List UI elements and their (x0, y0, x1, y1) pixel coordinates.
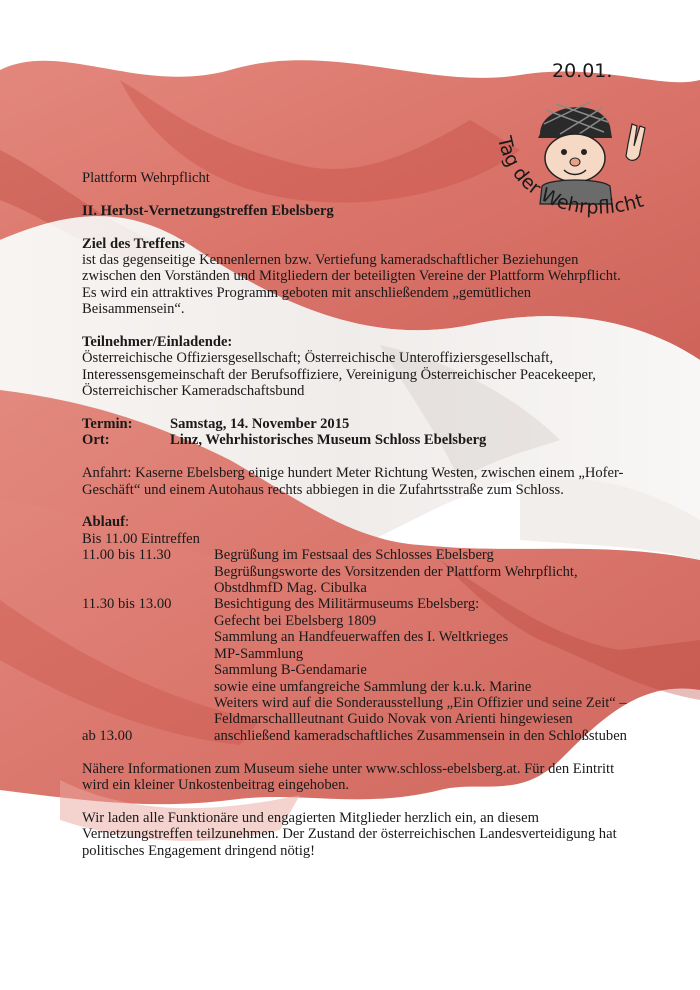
schedule-list (82, 547, 642, 744)
schedule-text: Sammlung an Handfeuerwaffen des I. Weltkrieges (214, 629, 509, 646)
ort-row (82, 432, 642, 448)
schedule-row (82, 547, 642, 563)
ablauf-colon: : (124, 514, 130, 531)
ablauf-heading-text: Ablauf (82, 514, 125, 531)
goal-line: zwischen den Vorständen und Mitgliedern der beteiligten Vereine der Plattform Wehrpflicht. (82, 268, 621, 285)
participants-heading: Teilnehmer/Einladende: (82, 334, 233, 351)
goal-line: ist das gegenseitige Kennenlernen bzw. Vertiefung kameradschaftlicher Beziehungen (82, 252, 579, 268)
logo-date: 20.01. (552, 60, 613, 82)
participants-line: Interessensgemeinschaft der Berufsoffiziere, Vereinigung Österreichischer Peacekeeper, (82, 366, 596, 383)
anfahrt-line: Anfahrt: Kaserne Ebelsberg einige hundert Meter Richtung Westen, zwischen einem „Hofer- (82, 465, 624, 482)
schedule-row (82, 662, 642, 678)
schedule-text: Gefecht bei Ebelsberg 1809 (214, 612, 377, 629)
invite-line: Wir laden alle Funktionäre und engagierten Mitglieder herzlich ein, an diesem (82, 809, 539, 826)
schedule-text: ObstdhmfD Mag. Cibulka (214, 580, 367, 597)
schedule-text: MP-Sammlung (214, 645, 304, 662)
schedule-text: anschließend kameradschaftliches Zusammensein in den Schloßstuben (214, 727, 627, 744)
schedule-text: Begrüßungsworte des Vorsitzenden der Plattform Wehrpflicht, (214, 563, 578, 580)
schedule-time (82, 711, 214, 727)
schedule-time (82, 646, 214, 662)
schedule-time: ab 13.00 (82, 727, 133, 744)
schedule-text: Feldmarschallleutnant Guido Novak von Arienti hingewiesen (214, 711, 573, 728)
schedule-row (82, 580, 642, 596)
schedule-time (82, 613, 214, 629)
schedule-row (82, 711, 642, 727)
schedule-text: Weiters wird auf die Sonderausstellung „Ein Offizier und seine Zeit“ – (214, 694, 627, 711)
termin-label: Termin: (82, 416, 133, 433)
goal-line: Beisammensein“. (82, 301, 185, 318)
info-line: Nähere Informationen zum Museum siehe unter www.schloss-ebelsberg.at. Für den Eintritt (82, 760, 615, 777)
organizer: Plattform Wehrpflicht (82, 170, 210, 186)
ort-label: Ort: (82, 432, 110, 449)
schedule-row (82, 596, 642, 612)
schedule-time (82, 629, 214, 645)
invite-line: politisches Engagement dringend nötig! (82, 842, 316, 859)
schedule-row (82, 564, 642, 580)
schedule-time (82, 679, 214, 695)
invite-line: Vernetzungstreffen teilzunehmen. Der Zustand der österreichischen Landesverteidigung hat (82, 826, 617, 843)
schedule-row (82, 679, 642, 695)
goal-line: Es wird ein attraktives Programm geboten mit anschließendem „gemütlichen (82, 284, 532, 301)
schedule-text: Sammlung B-Gendamarie (214, 662, 367, 679)
ort-value: Linz, Wehrhistorisches Museum Schloss Ebelsberg (170, 432, 487, 449)
schedule-row (82, 613, 642, 629)
ablauf-start: Bis 11.00 Eintreffen (82, 530, 200, 547)
ablauf-heading (82, 514, 642, 530)
schedule-time: 11.30 bis 13.00 (82, 596, 172, 613)
info-line: wird ein kleiner Unkostenbeitrag eingehoben. (82, 776, 350, 793)
schedule-time (82, 695, 214, 711)
schedule-row (82, 646, 642, 662)
anfahrt-line: Geschäft“ und einem Autohaus rechts abbiegen in die Zufahrtsstraße zum Schloss. (82, 481, 564, 498)
schedule-time (82, 662, 214, 678)
schedule-time (82, 580, 214, 596)
schedule-text: sowie eine umfangreiche Sammlung der k.u.k. Marine (214, 678, 532, 695)
termin-value: Samstag, 14. November 2015 (170, 416, 350, 433)
flyer-text (82, 170, 642, 859)
schedule-time (82, 564, 214, 580)
termin-row (82, 416, 642, 432)
event-title: II. Herbst-Vernetzungstreffen Ebelsberg (82, 202, 334, 219)
schedule-row (82, 629, 642, 645)
schedule-text: Begrüßung im Festsaal des Schlosses Ebelsberg (214, 547, 494, 564)
schedule-row (82, 728, 642, 744)
logo-caption: Tag der Wehrpflicht (493, 134, 647, 219)
participants-line: Österreichische Offiziersgesellschaft; Österreichische Unteroffiziersgesellschaft, (82, 350, 554, 367)
schedule-time: 11.00 bis 11.30 (82, 547, 171, 564)
participants-line: Österreichischer Kameradschaftsbund (82, 383, 305, 400)
schedule-row (82, 695, 642, 711)
schedule-text: Besichtigung des Militärmuseums Ebelsberg: (214, 596, 480, 613)
goal-heading: Ziel des Treffens (82, 235, 185, 252)
